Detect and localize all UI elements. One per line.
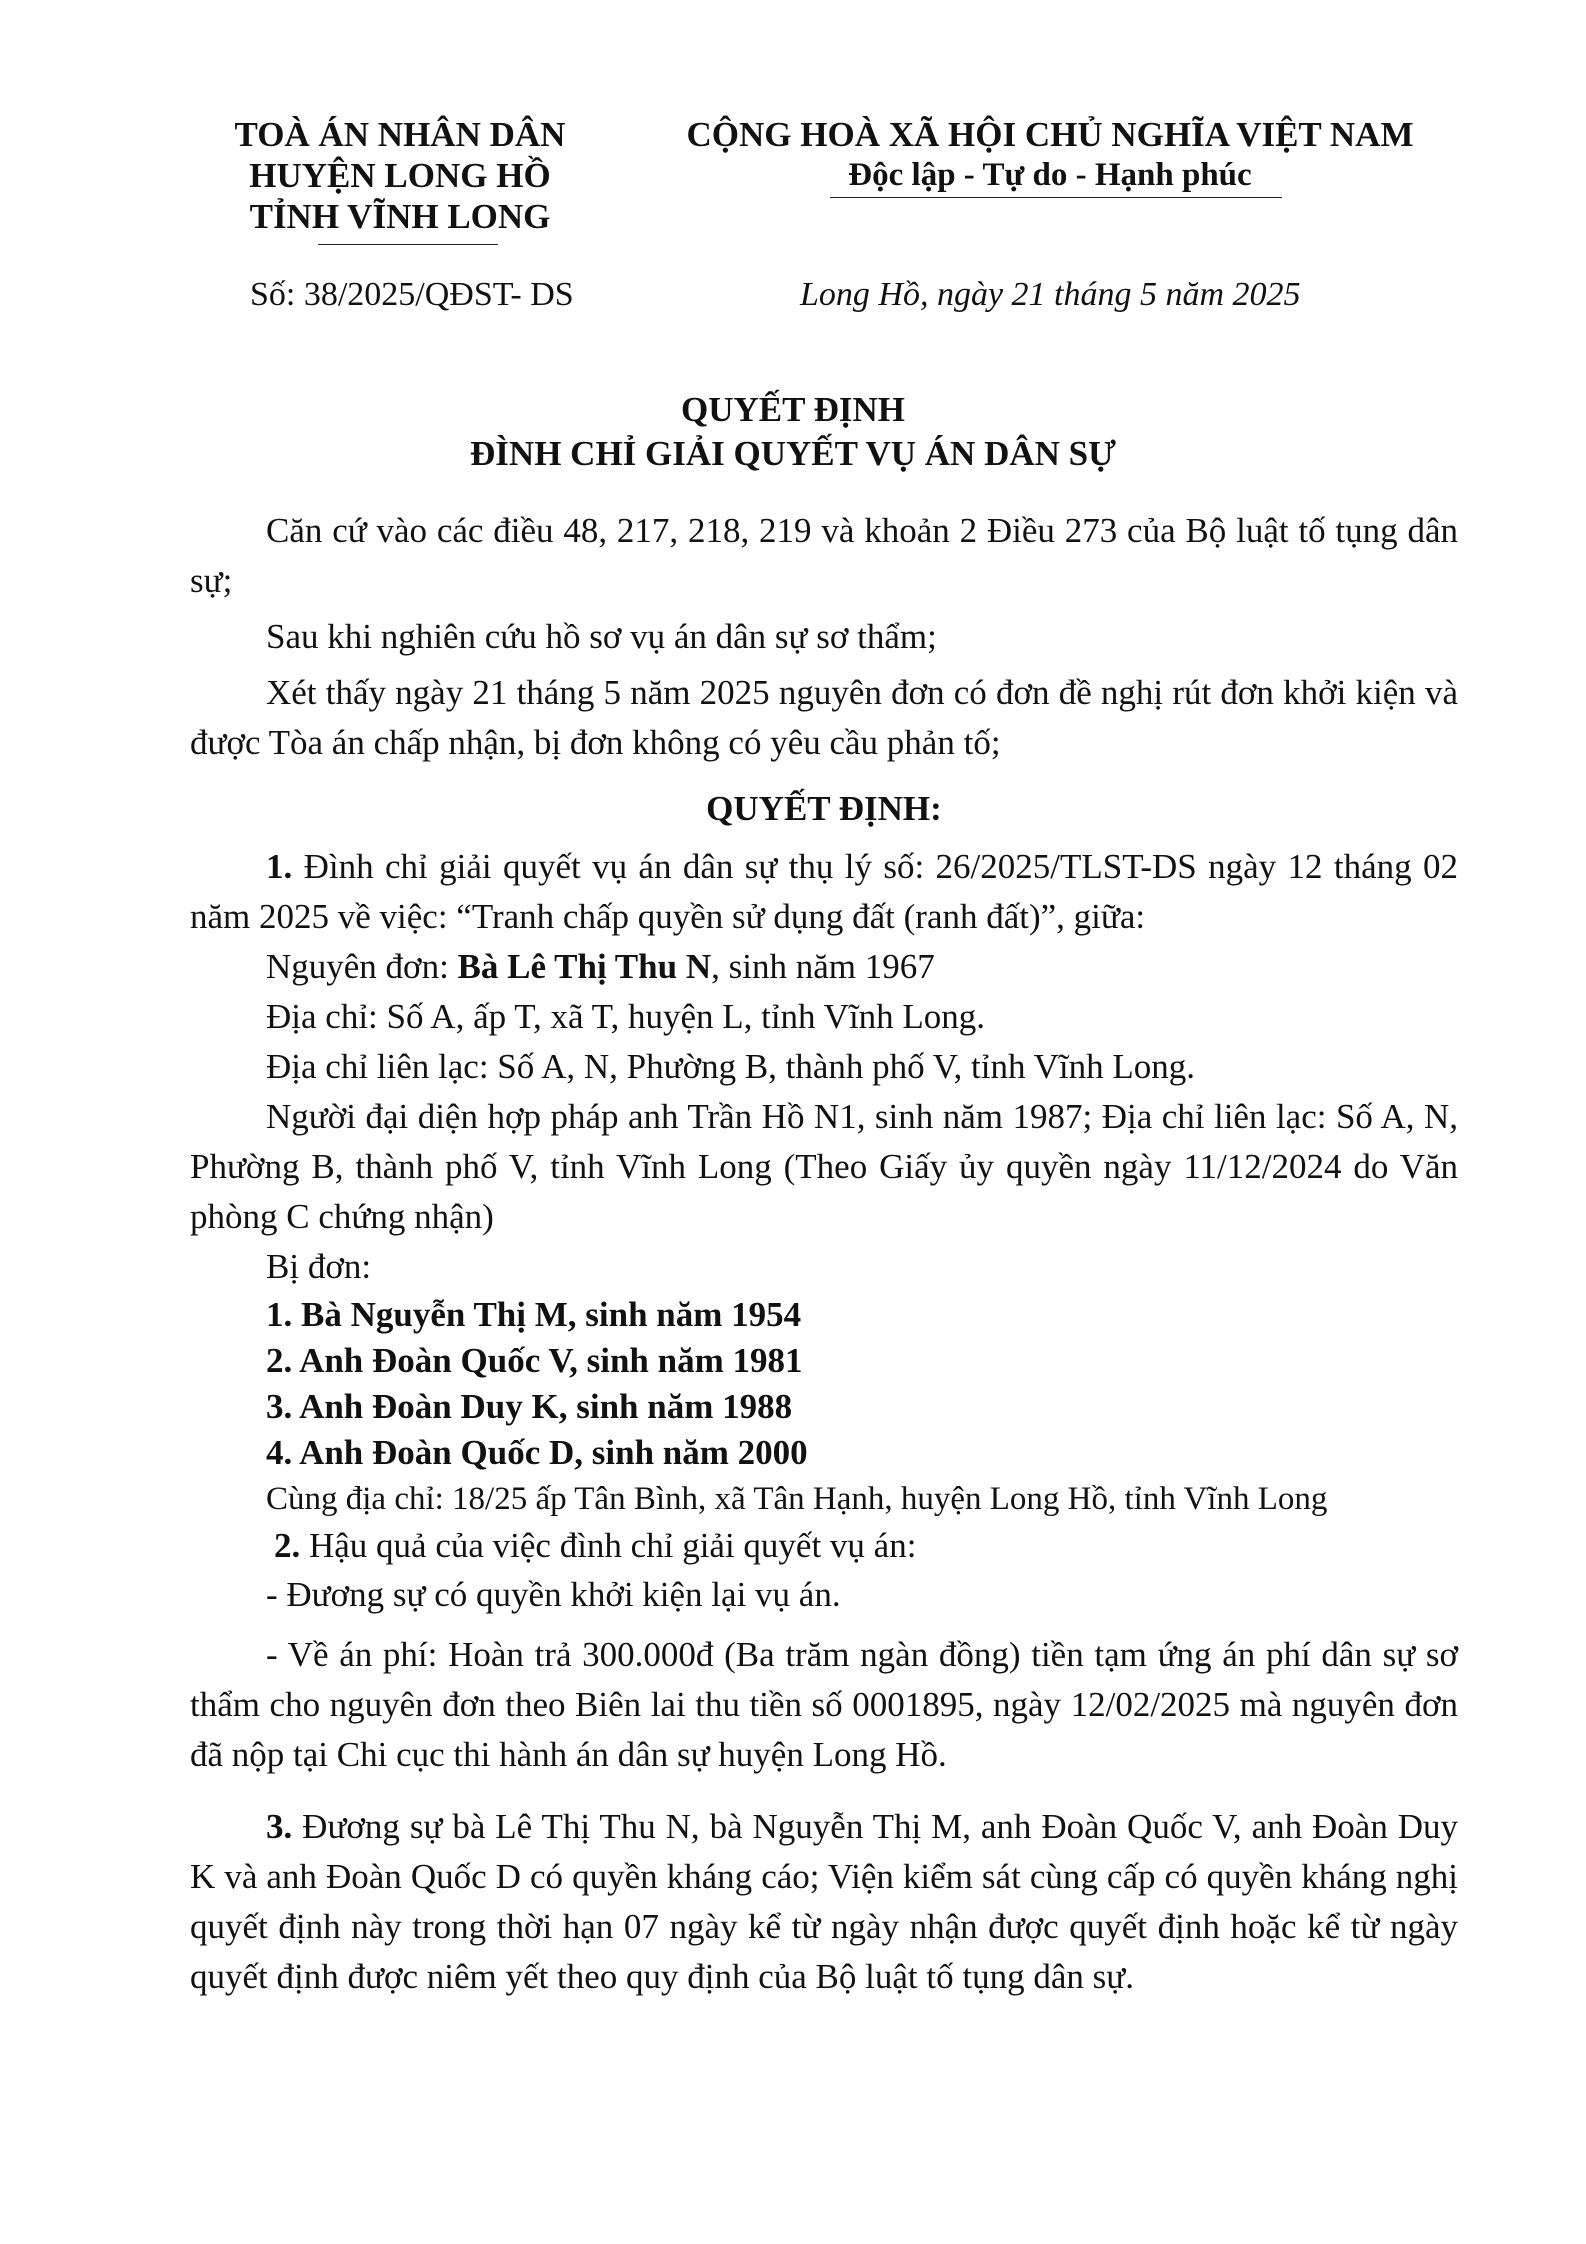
- document-subtitle: ĐÌNH CHỈ GIẢI QUYẾT VỤ ÁN DÂN SỰ: [470, 434, 1116, 473]
- section-2-item-1: - Đương sự có quyền khởi kiện lại vụ án.: [266, 1575, 841, 1614]
- section-2: [190, 1522, 1458, 1570]
- decision-heading: QUYẾT ĐỊNH:: [706, 789, 942, 828]
- defendant-2: 2. Anh Đoàn Quốc V, sinh năm 1981: [266, 1341, 803, 1380]
- plaintiff-line: [190, 942, 1458, 992]
- defendant-4: 4. Anh Đoàn Quốc D, sinh năm 2000: [266, 1433, 808, 1472]
- place-date: Long Hồ, ngày 21 tháng 5 năm 2025: [800, 276, 1301, 313]
- section-3-text: Đương sự bà Lê Thị Thu N, bà Nguyễn Thị M, anh Đoàn Quốc V, anh Đoàn Duy K và anh Đoàn Quốc D có quyền kháng cáo; Viện kiểm sát cùng cấp có quyền kháng nghị quyết định này trong thời hạn 07 ngày kể từ ngày nhận được quyết định hoặc kể từ ngày quyết định được niêm yết theo quy định của Bộ luật tố tụng dân sự.: [190, 1807, 1459, 1996]
- court-name-line3: TỈNH VĨNH LONG: [249, 197, 551, 236]
- court-name-block: [200, 114, 600, 237]
- section-2-item-2: - Về án phí: Hoàn trả 300.000đ (Ba trăm ngàn đồng) tiền tạm ứng án phí dân sự sơ thẩm cho nguyên đơn theo Biên lai thu tiền số 0001895, ngày 12/02/2025 mà nguyên đơn đã nộp tại Chi cục thi hành án dân sự huyện Long Hồ.: [190, 1635, 1458, 1774]
- preamble-legal-basis: Căn cứ vào các điều 48, 217, 218, 219 và khoản 2 Điều 273 của Bộ luật tố tụng dân sự;: [190, 511, 1458, 600]
- plaintiff-name: Bà Lê Thị Thu N: [457, 947, 712, 986]
- section-2-text: Hậu quả của việc đình chỉ giải quyết vụ án:: [309, 1526, 917, 1565]
- section-1: [190, 842, 1458, 942]
- document-title: QUYẾT ĐỊNH: [681, 390, 905, 429]
- country-name: CỘNG HOÀ XÃ HỘI CHỦ NGHĨA VIỆT NAM: [686, 115, 1414, 154]
- preamble-review: Sau khi nghiên cứu hồ sơ vụ án dân sự sơ thẩm;: [266, 617, 937, 656]
- section-3: [190, 1802, 1458, 2002]
- defendant-3: 3. Anh Đoàn Duy K, sinh năm 1988: [266, 1387, 793, 1426]
- legal-representative: Người đại diện hợp pháp anh Trần Hồ N1, sinh năm 1987; Địa chỉ liên lạc: Số A, N, Phường B, thành phố V, tỉnh Vĩnh Long (Theo Giấy ủy quyền ngày 11/12/2024 do Văn phòng C chứng nhận): [190, 1097, 1458, 1236]
- motto: Độc lập - Tự do - Hạnh phúc: [848, 157, 1252, 193]
- document-body: [190, 506, 1458, 2002]
- defendant-1: 1. Bà Nguyễn Thị M, sinh năm 1954: [266, 1295, 802, 1334]
- defendants-common-address: Cùng địa chỉ: 18/25 ấp Tân Bình, xã Tân Hạnh, huyện Long Hồ, tỉnh Vĩnh Long: [266, 1481, 1328, 1517]
- court-name-line2: HUYỆN LONG HỒ: [249, 156, 551, 195]
- plaintiff-label: Nguyên đơn:: [266, 947, 458, 986]
- court-name-line1: TOÀ ÁN NHÂN DÂN: [234, 115, 566, 154]
- national-motto-block: [680, 114, 1420, 196]
- section-1-number: 1.: [266, 847, 293, 886]
- defendant-label: Bị đơn:: [266, 1247, 372, 1286]
- plaintiff-contact-address: Địa chỉ liên lạc: Số A, N, Phường B, thành phố V, tỉnh Vĩnh Long.: [266, 1047, 1196, 1086]
- plaintiff-address: Địa chỉ: Số A, ấp T, xã T, huyện L, tỉnh Vĩnh Long.: [266, 997, 986, 1036]
- document-number: Số: 38/2025/QĐST- DS: [250, 276, 574, 313]
- plaintiff-birth: , sinh năm 1967: [711, 947, 935, 986]
- court-name-underline: [318, 244, 498, 245]
- motto-underline: [830, 197, 1282, 198]
- preamble-consideration: Xét thấy ngày 21 tháng 5 năm 2025 nguyên đơn có đơn đề nghị rút đơn khởi kiện và được Tòa án chấp nhận, bị đơn không có yêu cầu phản tố;: [190, 673, 1458, 762]
- section-2-number: 2.: [274, 1526, 301, 1565]
- section-1-text: Đình chỉ giải quyết vụ án dân sự thụ lý số: 26/2025/TLST-DS ngày 12 tháng 02 năm 2025 về việc: “Tranh chấp quyền sử dụng đất (ranh đất)”, giữa:: [190, 847, 1459, 936]
- section-3-number: 3.: [266, 1807, 293, 1846]
